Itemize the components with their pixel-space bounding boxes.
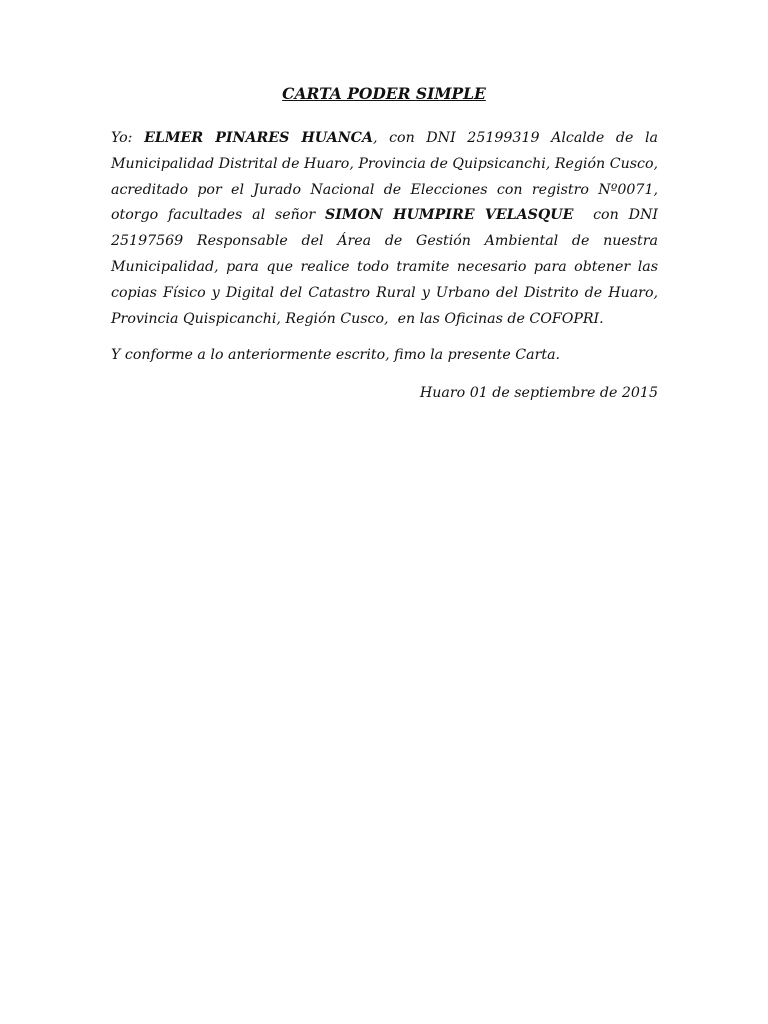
paragraph-intro: Yo: [111, 130, 145, 146]
date-line: Huaro 01 de septiembre de 2015 [419, 385, 658, 401]
document-title: CARTA PODER SIMPLE [282, 84, 486, 103]
paragraph-end: con DNI 25197569 Responsable del Área de Gestión Ambiental de nuestra Municipalidad, para que realice todo tramite necesario para obtener las copias Físico y Digital del Catastro Rural y Urbano del Distrito de Huaro, Provincia Quispicanchi, Región Cusco, en las Oficinas de COFOPRI. [111, 207, 663, 327]
grantor-name: ELMER PINARES HUANCA [144, 130, 373, 146]
body-paragraph [111, 126, 663, 332]
closing-sentence: Y conforme a lo anteriormente escrito, fimo la presente Carta. [111, 347, 561, 363]
grantee-name: SIMON HUMPIRE VELASQUE [324, 207, 574, 224]
paragraph-middle: , con DNI 25199319 Alcalde de la Municipalidad Distrital de Huaro, Provincia de Quipsicanchi, Región Cusco, acreditado por el Jurado Nacional de Elecciones con registro Nº0071, otorgo facultades al señor [111, 130, 658, 224]
